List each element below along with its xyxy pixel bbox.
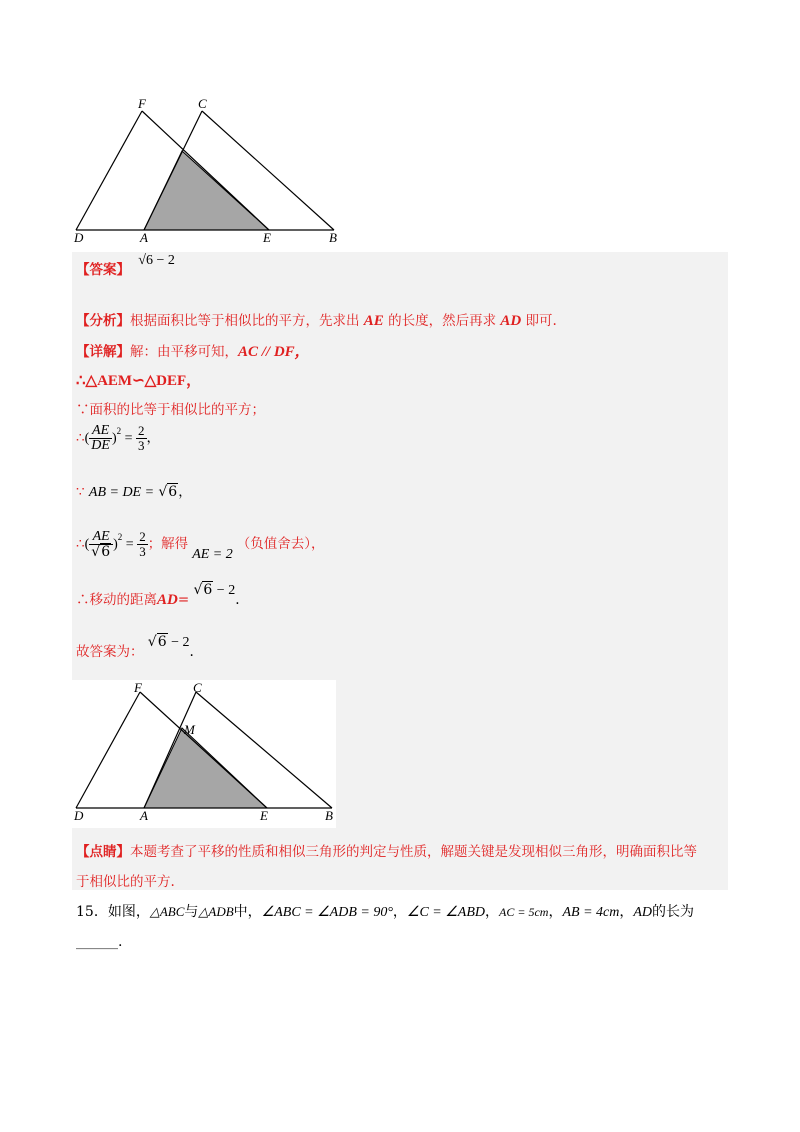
comment-text-2: 于相似比的平方.	[76, 874, 175, 890]
answer-key: 【答案】	[76, 262, 130, 278]
analysis-var-AD: AD	[500, 313, 522, 329]
answer-blank[interactable]: ______.	[76, 934, 123, 950]
label2-F: F	[134, 680, 142, 695]
line4-prefix: ∴	[76, 430, 85, 446]
label2-C: C	[193, 680, 202, 695]
label-A: A	[140, 230, 148, 245]
detail-line3: ∵面积的比等于相似比的平方；	[76, 402, 265, 418]
analysis-text3: 即可.	[525, 313, 557, 329]
comment-key: 【点睛】	[76, 844, 130, 860]
line7-text: ∴移动的距离	[76, 592, 157, 608]
line6-text: ；解得	[147, 536, 189, 552]
figure-1-drawing	[72, 96, 352, 246]
detail-line-8: 故答案为： √6 − 2.	[76, 634, 194, 660]
detail-line1-text: 解：由平移可知，	[130, 344, 238, 360]
analysis-var-AE: AE	[363, 313, 384, 329]
label2-B: B	[325, 808, 333, 823]
line5-root: √6	[158, 484, 178, 500]
comment-text-1: 本题考查了平移的性质和相似三角形的判定与性质，解题关键是发现相似三角形，明确面积比等	[130, 844, 697, 860]
detail-line1-math: AC // DF，	[238, 344, 310, 360]
detail-line-7: ∴移动的距离AD= √6 − 2.	[76, 582, 240, 608]
comment-line-2	[76, 870, 175, 890]
label-B: B	[329, 230, 337, 245]
line6-fraction: $\frac{AE}{√6}$	[89, 530, 113, 559]
line5-prefix: ∵	[76, 484, 85, 500]
line4-result: $\frac{2}{3}$	[138, 423, 145, 453]
analysis-text1: 根据面积比等于相似比的平方，先求出	[130, 313, 360, 329]
detail-line-3	[76, 398, 265, 418]
label-F: F	[138, 96, 146, 111]
comment-line-1	[76, 840, 697, 860]
side-DF	[76, 111, 142, 230]
label2-A: A	[140, 808, 148, 823]
line6-note: （负值舍去），	[236, 536, 325, 552]
line4-fraction: $\frac{AE}{DE}$	[91, 423, 110, 453]
label2-D: D	[74, 808, 84, 823]
detail-line-1	[76, 340, 310, 361]
label2-E: E	[260, 808, 268, 823]
detail-line-5: ∵ AB = DE = √6，	[76, 484, 192, 500]
analysis-line	[76, 309, 557, 330]
label-E: E	[263, 230, 271, 245]
question-15: 15．如图，△ABC与△ADB中，∠ABC = ∠ADB = 90°，∠C = ∠ABD，AC = 5cm，AB = 4cm，AD的长为	[76, 904, 695, 920]
line8-text: 故答案为：	[76, 644, 144, 660]
detail-line-6: ∴( $\frac{AE}{√6}$ )$^2$ = $\frac{2}{3}$ ；解得AE = 2（负值舍去），	[76, 529, 325, 562]
line6-math: AE = 2	[192, 547, 233, 562]
figure-2-drawing	[72, 680, 336, 828]
line5-math: AB = DE =	[88, 485, 155, 500]
line7-var: AD	[157, 592, 178, 608]
answer-value: √6 − 2	[138, 253, 175, 268]
label-D: D	[74, 230, 84, 245]
label2-M: M	[184, 722, 195, 737]
side-DF-2	[76, 692, 140, 808]
detail-line-2	[76, 369, 201, 390]
detail-line-4: ∴( $\frac{AE}{DE}$ )$^2$ = $\frac{2}{3}$ ，	[76, 423, 161, 453]
label-C: C	[198, 96, 207, 111]
figure-1	[72, 96, 352, 246]
line6-prefix: ∴	[76, 536, 85, 552]
detail-key: 【详解】	[76, 344, 130, 360]
analysis-key: 【分析】	[76, 313, 130, 329]
line7-value: √6 − 2	[193, 582, 236, 598]
detail-line2: ∴△AEM∽△DEF，	[76, 373, 202, 389]
line6-result: $\frac{2}{3}$	[139, 529, 146, 559]
analysis-text2: 的长度，然后再求	[388, 313, 497, 329]
answer-line	[76, 253, 175, 279]
figure-2	[72, 680, 336, 828]
line8-value: √6 − 2	[147, 634, 190, 650]
